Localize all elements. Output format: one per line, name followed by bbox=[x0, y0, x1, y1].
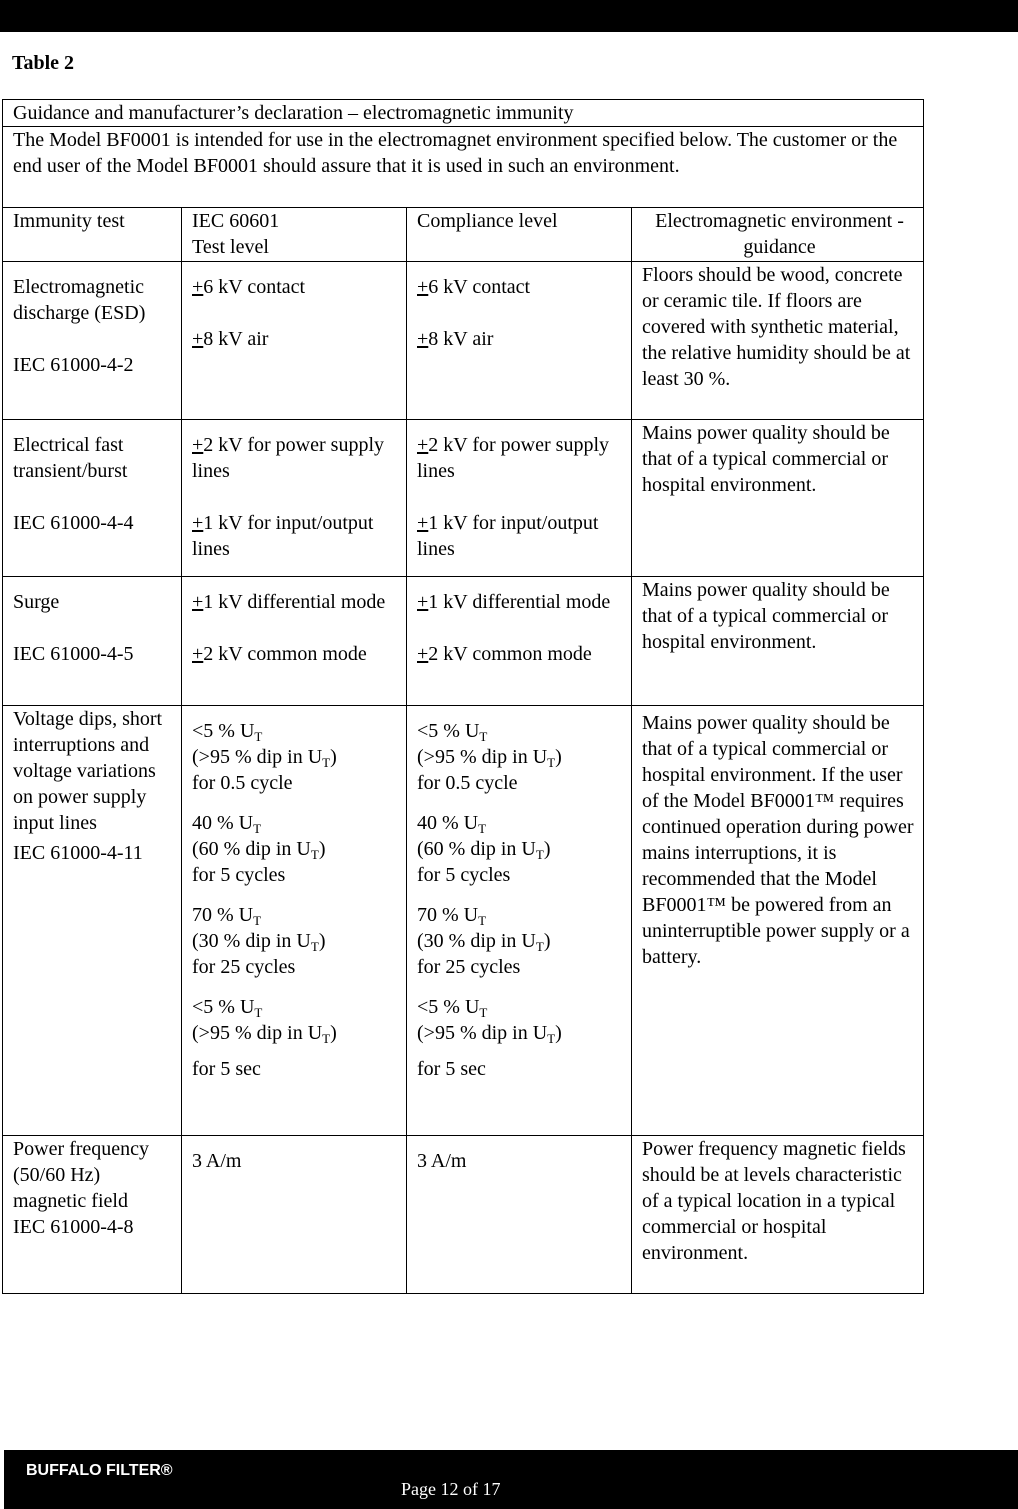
header-immunity-test: Immunity test bbox=[3, 208, 182, 262]
test-name: Electrical fast transient/burst bbox=[13, 434, 128, 482]
table-row-esd bbox=[3, 262, 924, 420]
test-name: Voltage dips, short interruptions and voltage variations on power supply input lines bbox=[13, 708, 163, 834]
cell-guidance: Mains power quality should be that of a typical commercial or hospital environment. bbox=[632, 420, 924, 577]
header-test-level-line1: IEC 60601 bbox=[192, 210, 280, 232]
cell-compliance: 3 A/m bbox=[407, 1136, 632, 1294]
cell-test bbox=[3, 262, 182, 420]
table-title-row bbox=[3, 100, 924, 127]
cell-test bbox=[3, 1136, 182, 1294]
cell-guidance: Mains power quality should be that of a typical commercial or hospital environment. bbox=[632, 577, 924, 706]
table-row-voltage-dips bbox=[3, 706, 924, 1136]
header-bar bbox=[0, 0, 1018, 32]
test-name: Power frequency (50/60 Hz) magnetic field bbox=[13, 1138, 150, 1212]
test-standard: IEC 61000-4-11 bbox=[13, 842, 143, 864]
header-compliance: Compliance level bbox=[407, 208, 632, 262]
page-number: Page 12 of 17 bbox=[401, 1479, 501, 1499]
test-standard: IEC 61000-4-8 bbox=[13, 1216, 134, 1238]
cell-compliance: +2 kV for power supply lines +1 kV for input/output lines bbox=[407, 420, 632, 577]
test-name: Surge bbox=[13, 591, 60, 613]
cell-test-level: +1 kV differential mode +2 kV common mode bbox=[182, 577, 407, 706]
cell-test-level: +6 kV contact +8 kV air bbox=[182, 262, 407, 420]
test-standard: IEC 61000-4-2 bbox=[13, 354, 134, 376]
table-row-eft bbox=[3, 420, 924, 577]
cell-test-level: 3 A/m bbox=[182, 1136, 407, 1294]
cell-compliance: <5 % $U_T$ (>95 % dip in $U_T$) for 0.5 cycle 40 % $U_T$ (60 % dip in $U_T$) for 5 cycles 70 % $U_T$ (30 % dip in $U_T$) for 25 cycles <5 % $U_T$ (>95 % dip in $U_T$) for 5 sec bbox=[407, 706, 632, 1136]
table-intro: The Model BF0001 is intended for use in the electromagnet environment specified below. The customer or the end user of the Model BF0001 should assure that it is used in such an environment. bbox=[3, 127, 924, 208]
cell-test bbox=[3, 420, 182, 577]
header-test-level-line2: Test level bbox=[192, 236, 269, 258]
cell-guidance: Power frequency magnetic fields should be at levels characteristic of a typical location in a typical commercial or hospital environment. bbox=[632, 1136, 924, 1294]
test-standard: IEC 61000-4-5 bbox=[13, 643, 134, 665]
header-test-level bbox=[182, 208, 407, 262]
test-name: Electromagnetic discharge (ESD) bbox=[13, 276, 146, 324]
cell-guidance: Floors should be wood, concrete or ceramic tile. If floors are covered with synthetic material, the relative humidity should be at least 30 %. bbox=[632, 262, 924, 420]
table-title: Guidance and manufacturer’s declaration – electromagnetic immunity bbox=[3, 100, 924, 127]
header-guidance: Electromagnetic environment - guidance bbox=[632, 208, 924, 262]
cell-test-level: <5 % $U_T$ (>95 % dip in $U_T$) for 0.5 cycle 40 % $U_T$ (60 % dip in $U_T$) for 5 cycles 70 % $U_T$ (30 % dip in $U_T$) for 25 cycles <5 % $U_T$ (>95 % dip in $U_T$) for 5 sec bbox=[182, 706, 407, 1136]
immunity-table bbox=[2, 99, 924, 1294]
test-standard: IEC 61000-4-4 bbox=[13, 512, 134, 534]
cell-test-level: +2 kV for power supply lines +1 kV for input/output lines bbox=[182, 420, 407, 577]
cell-compliance: +1 kV differential mode +2 kV common mode bbox=[407, 577, 632, 706]
cell-test bbox=[3, 577, 182, 706]
table-row-power-frequency bbox=[3, 1136, 924, 1294]
header-row bbox=[3, 208, 924, 262]
table-row-surge bbox=[3, 577, 924, 706]
table-caption: Table 2 bbox=[12, 52, 75, 74]
cell-compliance: +6 kV contact +8 kV air bbox=[407, 262, 632, 420]
cell-test bbox=[3, 706, 182, 1136]
footer-brand: BUFFALO FILTER® bbox=[26, 1462, 173, 1479]
cell-guidance: Mains power quality should be that of a typical commercial or hospital environment. If the user of the Model BF0001™ requires continued operation during power mains interruptions, it is recommended that the Model BF0001™ be powered from an uninterruptible power supply or a battery. bbox=[632, 706, 924, 1136]
table-intro-row bbox=[3, 127, 924, 208]
